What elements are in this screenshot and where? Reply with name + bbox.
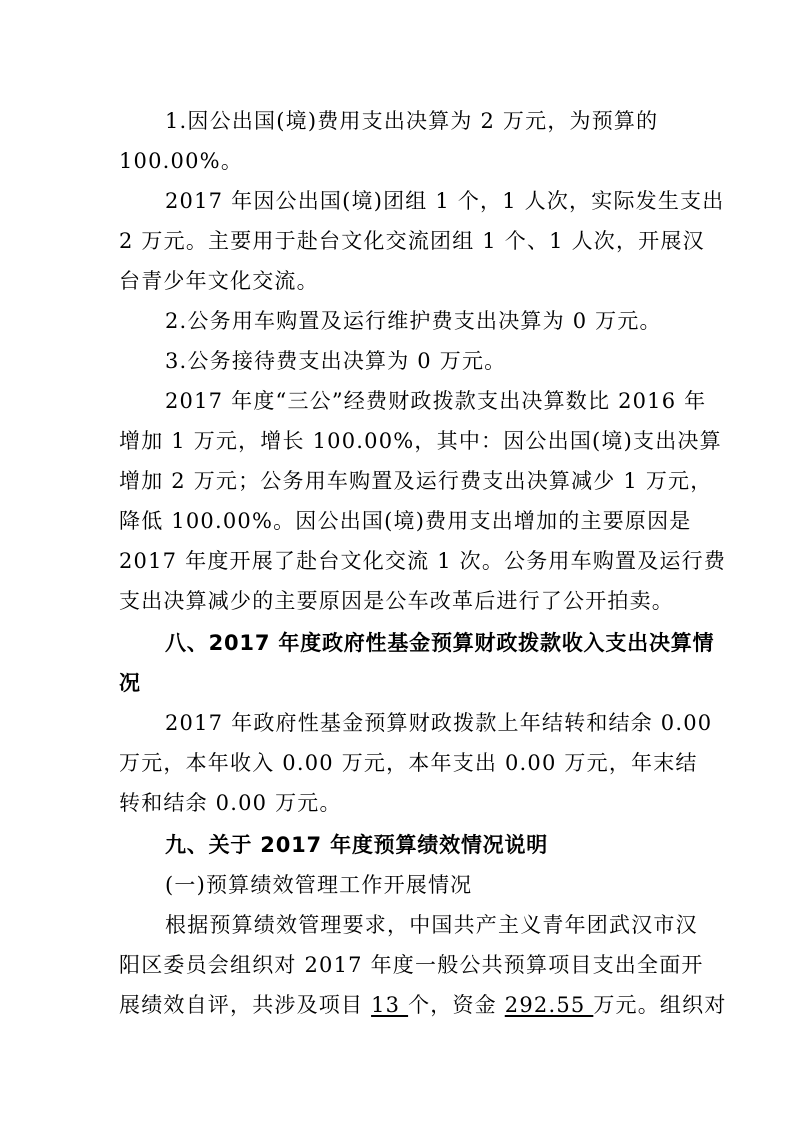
underlined-fund-amount: 292.55 xyxy=(504,993,594,1017)
paragraph-line: 阳区委员会组织对 2017 年度一般公共预算项目支出全面开 xyxy=(119,953,704,977)
paragraph-line: 台青少年文化交流。 xyxy=(119,269,319,293)
paragraph-line: 1.因公出国(境)费用支出决算为 2 万元，为预算的 xyxy=(165,109,659,133)
paragraph-line: 转和结余 0.00 万元。 xyxy=(119,791,342,815)
paragraph-line: 增加 1 万元，增长 100.00%，其中：因公出国(境)支出决算 xyxy=(119,429,722,453)
section-heading: 九、关于 2017 年度预算绩效情况说明 xyxy=(165,833,549,857)
section-heading: 八、2017 年度政府性基金预算财政拨款收入支出决算情 xyxy=(165,631,715,655)
paragraph-line: 2.公务用车购置及运行维护费支出决算为 0 万元。 xyxy=(165,309,662,333)
paragraph-line xyxy=(119,990,727,1020)
paragraph-line: 降低 100.00%。因公出国(境)费用支出增加的主要原因是 xyxy=(119,509,692,533)
paragraph-line: 3.公务接待费支出决算为 0 万元。 xyxy=(165,349,507,373)
paragraph-line: 100.00%。 xyxy=(119,149,244,173)
paragraph-line: 根据预算绩效管理要求，中国共产主义青年团武汉市汉 xyxy=(165,913,698,937)
underlined-project-count: 13 xyxy=(371,993,409,1017)
text-segment: 万元。组织对 xyxy=(593,993,727,1017)
paragraph-line: 支出决算减少的主要原因是公车改革后进行了公开拍卖。 xyxy=(119,589,674,613)
subsection-heading: (一)预算绩效管理工作开展情况 xyxy=(165,873,473,897)
paragraph-line: 万元，本年收入 0.00 万元，本年支出 0.00 万元，年末结 xyxy=(119,751,698,775)
paragraph-line: 2017 年度开展了赴台文化交流 1 次。公务用车购置及运行费 xyxy=(119,549,727,573)
section-heading: 况 xyxy=(119,671,141,695)
text-segment: 个，资金 xyxy=(408,993,505,1017)
paragraph-line: 2 万元。主要用于赴台文化交流团组 1 个、1 人次，开展汉 xyxy=(119,229,705,253)
paragraph-line: 增加 2 万元；公务用车购置及运行费支出决算减少 1 万元， xyxy=(119,469,713,493)
paragraph-line: 2017 年因公出国(境)团组 1 个，1 人次，实际发生支出 xyxy=(165,189,725,213)
paragraph-line: 2017 年政府性基金预算财政拨款上年结转和结余 0.00 xyxy=(165,711,713,735)
text-segment: 展绩效自评，共涉及项目 xyxy=(119,993,372,1017)
paragraph-line: 2017 年度“三公”经费财政拨款支出决算数比 2016 年 xyxy=(165,389,707,413)
